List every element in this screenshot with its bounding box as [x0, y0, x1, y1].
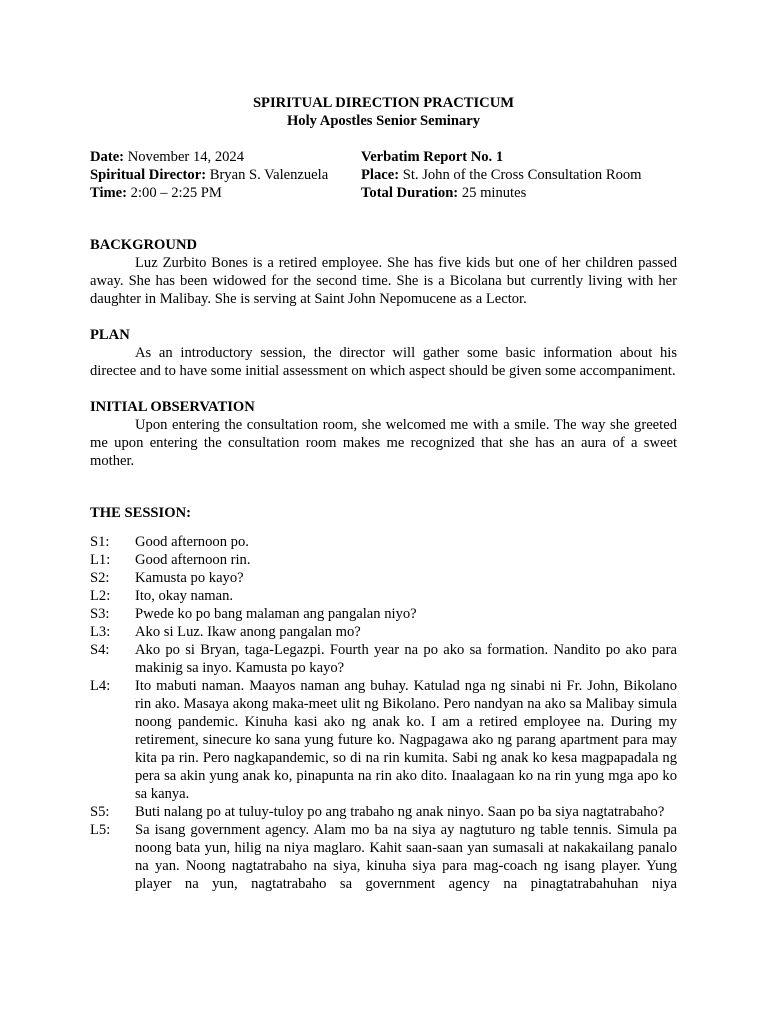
report-meta [90, 148, 677, 202]
document-body [90, 94, 677, 893]
speaker-label: S5: [90, 804, 110, 820]
speaker-label: L4: [90, 678, 111, 694]
speech-text: Good afternoon po. [135, 534, 249, 550]
transcript-turn [90, 803, 677, 821]
transcript-turn [90, 533, 677, 551]
observation-section [90, 398, 677, 470]
meta-spiritual-director: Spiritual Director: Bryan S. Valenzuela [90, 167, 329, 183]
plan-text: As an introductory session, the director will gather some basic information about his directee and to have some initial assessment on which aspect should be given some accompaniment. [90, 345, 677, 379]
speaker-label: S1: [90, 534, 110, 550]
meta-left-column [90, 148, 361, 202]
transcript-turn [90, 821, 677, 893]
speech-text: Ito mabuti naman. Maayos naman ang buhay. Katulad nga ng sinabi ni Fr. John, Bikolano rin ako. Masaya akong maka-meet ulit ng Bikolano. Pero nandyan na ako sa Malibay simula noong pandemic. Kinuha kasi ako ng anak ko. I am a retired employee na. During my retirement, sinecure ko sana yung future ko. Nagpagawa ako ng parang apartment para may kita pa rin. Pero nagkapandemic, so di na rin kumita. Sabi ng anak ko kesa magpapadala ng pera sa akin yung anak ko, pinapunta na rin ako dito. Inaalagaan ko na rin yung mga apo ko sa kanya. [135, 678, 677, 802]
transcript-turn [90, 587, 677, 605]
transcript-turn [90, 623, 677, 641]
speech-text: Good afternoon rin. [135, 552, 251, 568]
speech-text: Kamusta po kayo? [135, 570, 244, 586]
observation-heading: INITIAL OBSERVATION [90, 399, 255, 415]
speaker-label: L2: [90, 588, 111, 604]
background-text: Luz Zurbito Bones is a retired employee. She has five kids but one of her children passed away. She has been widowed for the second time. She is a Bicolana but currently living with her daughter in Malibay. She is serving at Saint John Nepomucene as a Lector. [90, 255, 677, 307]
transcript-turn [90, 605, 677, 623]
background-section [90, 236, 677, 308]
plan-heading: PLAN [90, 327, 130, 343]
speaker-label: L5: [90, 822, 111, 838]
background-heading: BACKGROUND [90, 237, 198, 253]
speech-text: Sa isang government agency. Alam mo ba na siya ay nagtuturo ng table tennis. Simula pa noong bata yun, hilig na niya maglaro. Kahit saan-saan yan sumasali at nakakailang panalo na yan. Noong nagtatrabaho na siya, kinuha siya para mag-coach ng isang player. Yung player na yun, nagtatrabaho sa government agency na pinagtatrabahuhan niya [135, 822, 677, 892]
session-section [90, 504, 677, 893]
meta-time: Time: 2:00 – 2:25 PM [90, 185, 222, 201]
transcript-turn [90, 551, 677, 569]
meta-report-number: Verbatim Report No. 1 [361, 149, 504, 165]
session-heading: THE SESSION: [90, 505, 191, 521]
meta-place: Place: St. John of the Cross Consultation Room [361, 167, 642, 183]
speech-text: Ito, okay naman. [135, 588, 234, 604]
speech-text: Ako po si Bryan, taga-Legazpi. Fourth year na po ako sa formation. Nandito po ako para makinig sa inyo. Kamusta po kayo? [135, 642, 677, 676]
speaker-label: L3: [90, 624, 111, 640]
meta-date: Date: November 14, 2024 [90, 149, 245, 165]
transcript-turn [90, 641, 677, 677]
plan-section [90, 326, 677, 380]
document-title: SPIRITUAL DIRECTION PRACTICUM [252, 95, 515, 111]
document-subtitle: Holy Apostles Senior Seminary [286, 113, 481, 129]
observation-text: Upon entering the consultation room, she welcomed me with a smile. The way she greeted me upon entering the consultation room makes me recognized that she has an aura of a sweet mother. [90, 417, 677, 469]
speaker-label: S3: [90, 606, 110, 622]
session-transcript [90, 533, 677, 893]
transcript-turn [90, 677, 677, 803]
meta-right-column [361, 148, 677, 202]
speech-text: Ako si Luz. Ikaw anong pangalan mo? [135, 624, 361, 640]
speaker-label: L1: [90, 552, 111, 568]
meta-total-duration: Total Duration: 25 minutes [361, 185, 527, 201]
transcript-turn [90, 569, 677, 587]
speech-text: Pwede ko po bang malaman ang pangalan niyo? [135, 606, 417, 622]
speaker-label: S4: [90, 642, 110, 658]
speech-text: Buti nalang po at tuluy-tuloy po ang trabaho ng anak ninyo. Saan po ba siya nagtatrabaho? [135, 804, 665, 820]
speaker-label: S2: [90, 570, 110, 586]
